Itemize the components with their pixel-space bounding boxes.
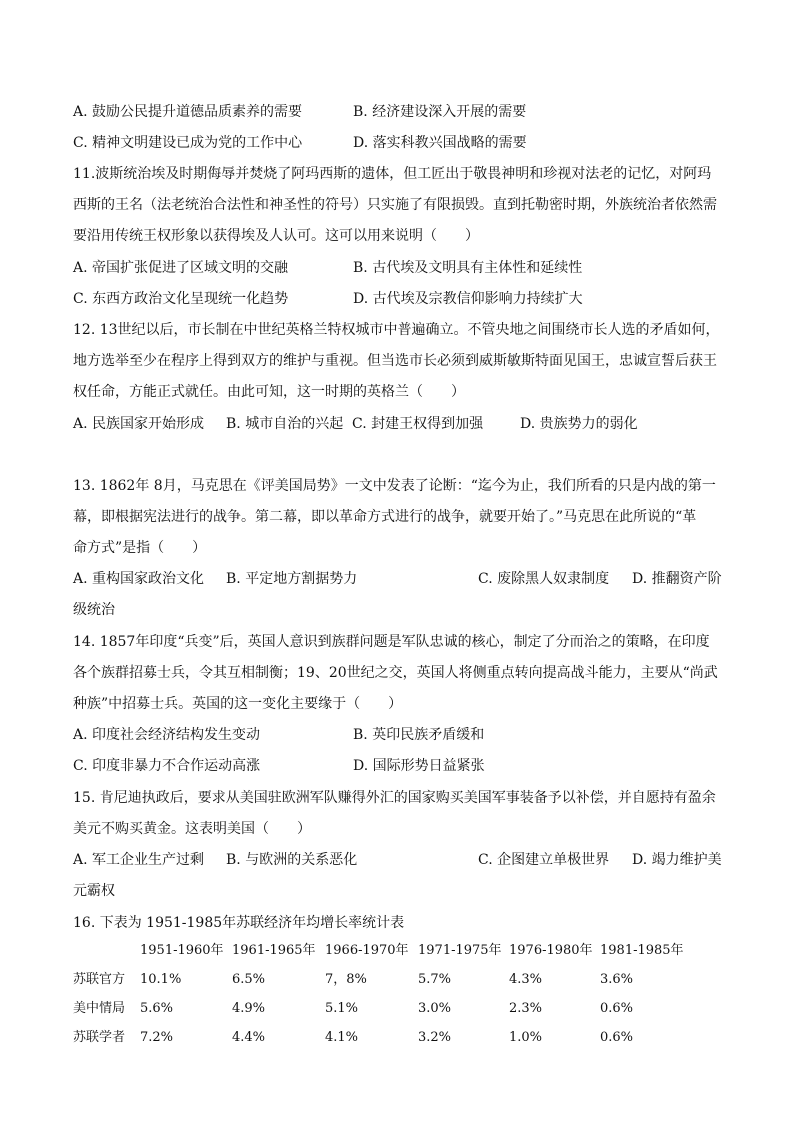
q11-option-a: A. 帝国扩张促进了区域文明的交融	[73, 260, 289, 276]
table-header-1966-1970: 1966-1970年	[325, 943, 409, 958]
q14-option-d: D. 国际形势日益紧张	[353, 758, 485, 774]
table-cell: 3.0%	[418, 1001, 452, 1016]
q10-option-a: A. 鼓励公民提升道德品质素养的需要	[73, 104, 303, 120]
table-cell: 5.6%	[140, 1001, 174, 1016]
q13-option-b: B. 平定地方割据势力	[226, 571, 358, 587]
q14-stem-line-3: 种族”中招募士兵。英国的这一变化主要缘于（ ）	[73, 696, 403, 712]
q15-stem-line-1: 15. 肯尼迪执政后，要求从美国驻欧洲军队赚得外汇的国家购买美国军事装备予以补偿，并自愿持有盈余	[73, 790, 716, 806]
q16-stem: 16. 下表为 1951-1985年苏联经济年均增长率统计表	[73, 915, 405, 931]
q11-stem-line-3: 要沿用传统王权形象以获得埃及人认可。这可以用来说明（ ）	[73, 228, 479, 244]
table-cell: 7.2%	[140, 1030, 174, 1045]
table-cell: 6.5%	[232, 972, 266, 987]
q13-stem-line-3: 命方式”是指（ ）	[73, 540, 207, 556]
table-cell: 3.6%	[600, 972, 634, 987]
q15-stem-line-2: 美元不购买黄金。这表明美国（ ）	[73, 821, 311, 837]
q15-option-c: C. 企图建立单极世界	[478, 852, 610, 868]
table-cell: 4.4%	[232, 1030, 266, 1045]
q13-option-c: C. 废除黑人奴隶制度	[478, 571, 610, 587]
q13-stem-line-1: 13. 1862年 8月，马克思在《评美国局势》一文中发表了论断：“迄今为止，我们所看的只是内战的第一	[73, 478, 716, 494]
q12-option-c: C. 封建王权得到加强	[352, 416, 484, 432]
table-cell: 3.2%	[418, 1030, 452, 1045]
table-cell: 5.7%	[418, 972, 452, 987]
q11-option-b: B. 古代埃及文明具有主体性和延续性	[353, 260, 583, 276]
q13-option-d-wrap: 级统治	[73, 602, 115, 618]
table-cell: 10.1%	[140, 972, 182, 987]
q14-option-b: B. 英印民族矛盾缓和	[353, 727, 485, 743]
table-cell: 0.6%	[600, 1001, 634, 1016]
table-cell: 1.0%	[509, 1030, 543, 1045]
table-cell: 4.9%	[232, 1001, 266, 1016]
q12-stem-line-1: 12. 13世纪以后，市长制在中世纪英格兰特权城市中普遍确立。不管央地之间围绕市长人选的矛盾如何，	[73, 322, 720, 338]
q12-option-d: D. 贵族势力的弱化	[520, 416, 638, 432]
q14-stem-line-1: 14. 1857年印度“兵变”后，英国人意识到族群问题是军队忠诚的核心，制定了分而治之的策略，在印度	[73, 634, 710, 650]
q14-option-c: C. 印度非暴力不合作运动高涨	[73, 758, 261, 774]
q15-option-b: B. 与欧洲的关系恶化	[226, 852, 358, 868]
q11-option-c: C. 东西方政治文化呈现统一化趋势	[73, 291, 289, 307]
q15-option-d: D. 竭力维护美	[632, 852, 722, 868]
q15-option-a: A. 军工企业生产过剩	[73, 852, 205, 868]
table-header-1976-1980: 1976-1980年	[509, 943, 593, 958]
table-header-1951-1960: 1951-1960年	[140, 943, 224, 958]
q14-stem-line-2: 各个族群招募士兵，令其互相制衡；19、20世纪之交，英国人将侧重点转向提高战斗能力，主要从“尚武	[73, 665, 718, 681]
table-header-1981-1985: 1981-1985年	[600, 943, 684, 958]
table-cell: 0.6%	[600, 1030, 634, 1045]
q12-option-b: B. 城市自治的兴起	[226, 416, 344, 432]
q10-option-d: D. 落实科教兴国战略的需要	[353, 135, 527, 151]
table-cell: 7，8%	[325, 972, 367, 987]
table-row-label: 美中情局	[73, 1001, 126, 1016]
q14-option-a: A. 印度社会经济结构发生变动	[73, 727, 261, 743]
q10-option-b: B. 经济建设深入开展的需要	[353, 104, 527, 120]
table-header-1971-1975: 1971-1975年	[418, 943, 502, 958]
q10-option-c: C. 精神文明建设已成为党的工作中心	[73, 135, 303, 151]
table-header-1961-1965: 1961-1965年	[232, 943, 316, 958]
table-cell: 5.1%	[325, 1001, 359, 1016]
table-cell: 4.1%	[325, 1030, 359, 1045]
table-row-label: 苏联学者	[73, 1030, 126, 1045]
q12-option-a: A. 民族国家开始形成	[73, 416, 205, 432]
q11-option-d: D. 古代埃及宗教信仰影响力持续扩大	[353, 291, 583, 307]
q12-stem-line-2: 地方选举至少在程序上得到双方的维护与重视。但当选市长必须到威斯敏斯特面见国王，忠诚宣誓后获王	[73, 353, 717, 369]
q13-option-a: A. 重构国家政治文化	[73, 571, 205, 587]
q11-stem-line-2: 西斯的王名（法老统治合法性和神圣性的符号）只实施了有限损毁。直到托勒密时期，外族统治者依然需	[73, 197, 717, 213]
q13-stem-line-2: 幕，即根据宪法进行的战争。第二幕，即以革命方式进行的战争，就要开始了。”马克思在此所说的“革	[73, 509, 697, 525]
q15-option-d-wrap: 元霸权	[73, 883, 115, 899]
table-cell: 4.3%	[509, 972, 543, 987]
table-row-label: 苏联官方	[73, 972, 126, 987]
q13-option-d: D. 推翻资产阶	[632, 571, 722, 587]
q11-stem-line-1: 11.波斯统治埃及时期侮辱并焚烧了阿玛西斯的遗体，但工匠出于敬畏神明和珍视对法老的记忆，对阿玛	[73, 166, 712, 182]
q12-stem-line-3: 权任命，方能正式就任。由此可知，这一时期的英格兰（ ）	[73, 384, 465, 400]
table-cell: 2.3%	[509, 1001, 543, 1016]
